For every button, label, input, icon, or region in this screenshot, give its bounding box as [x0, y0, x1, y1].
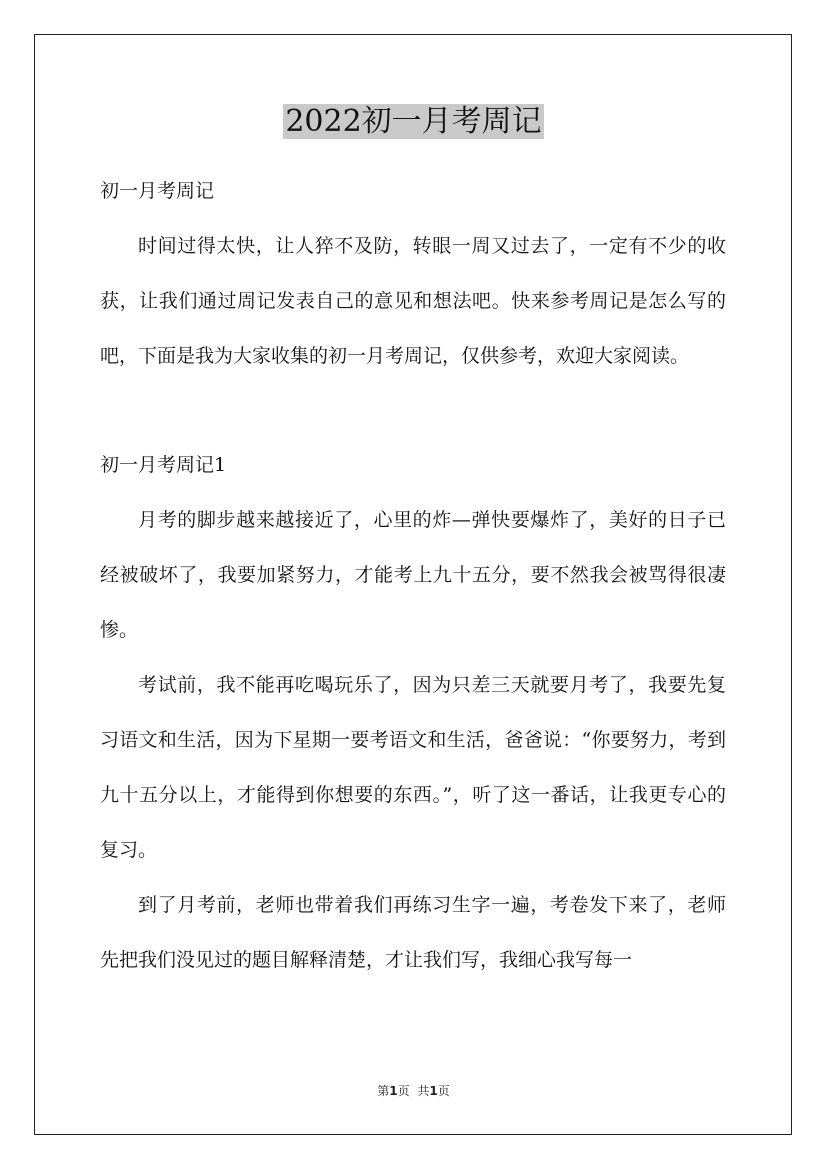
current-page-number: 1 — [389, 1084, 398, 1098]
body-paragraph: 月考的脚步越来越接近了，心里的炸—弹快要爆炸了，美好的日子已经被破坏了，我要加紧努力，才能考上九十五分，要不然我会被骂得很凄惨。 — [100, 509, 726, 641]
total-suffix: 页 — [437, 1084, 450, 1098]
total-page-number: 1 — [429, 1084, 438, 1098]
document-body — [100, 164, 726, 988]
document-title — [0, 100, 827, 144]
total-prefix: 共 — [417, 1084, 430, 1098]
intro-paragraph: 时间过得太快，让人猝不及防，转眼一周又过去了，一定有不少的收获，让我们通过周记发表自己的意见和想法吧。快来参考周记是怎么写的吧，下面是我为大家收集的初一月考周记，仅供参考，欢迎大家阅读。 — [100, 235, 726, 367]
page-prefix: 第 — [377, 1084, 390, 1098]
section-heading: 初一月考周记1 — [100, 454, 227, 476]
section-spacer — [100, 384, 726, 438]
body-paragraph: 到了月考前，老师也带着我们再练习生字一遍，考卷发下来了，老师先把我们没见过的题目解释清楚，才让我们写，我细心我写每一 — [100, 894, 726, 971]
body-paragraph: 考试前，我不能再吃喝玩乐了，因为只差三天就要月考了，我要先复习语文和生活，因为下星期一要考语文和生活，爸爸说：“你要努力，考到九十五分以上，才能得到你想要的东西。”，听了这一番话，让我更专心的复习。 — [100, 674, 726, 861]
document-title-text: 2022初一月考周记 — [285, 104, 542, 139]
page-footer — [0, 1083, 827, 1099]
intro-heading: 初一月考周记 — [100, 180, 215, 202]
page-suffix: 页 — [397, 1084, 410, 1098]
